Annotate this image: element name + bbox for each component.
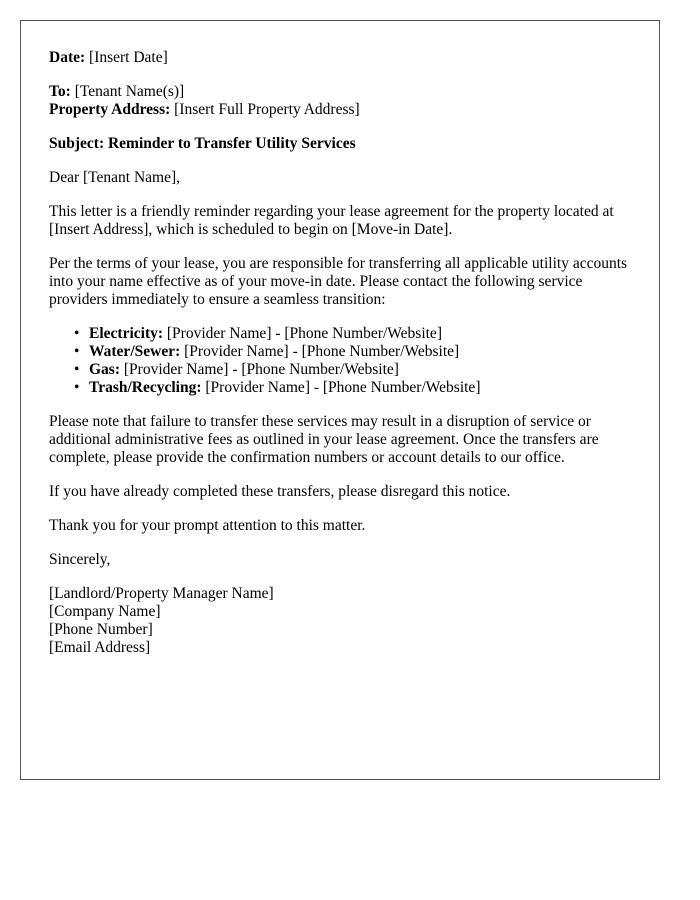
bullet-icon: • bbox=[74, 379, 80, 396]
subject-line bbox=[49, 135, 631, 153]
utility-item-electricity bbox=[74, 325, 631, 343]
signature-name: [Landlord/Property Manager Name] bbox=[49, 585, 274, 602]
utility-label: Gas: bbox=[89, 361, 120, 378]
terms-paragraph: Per the terms of your lease, you are responsible for transferring all applicable utility accounts into your name effective as of your move-in date. Please contact the following service providers immediately to ensure a seamless transition: bbox=[49, 255, 628, 308]
utility-detail: [Provider Name] - [Phone Number/Website] bbox=[180, 343, 460, 360]
bullet-icon: • bbox=[74, 361, 80, 378]
to-label: To: bbox=[49, 83, 71, 100]
recipient-block bbox=[49, 83, 631, 119]
property-address-value: [Insert Full Property Address] bbox=[174, 101, 360, 118]
utility-label: Electricity: bbox=[89, 325, 164, 342]
closing: Sincerely, bbox=[49, 551, 111, 568]
to-value: [Tenant Name(s)] bbox=[74, 83, 185, 100]
utility-detail: [Provider Name] - [Phone Number/Website] bbox=[201, 379, 481, 396]
utility-item-water-sewer bbox=[74, 343, 631, 361]
date-line bbox=[49, 49, 631, 67]
signature-email: [Email Address] bbox=[49, 639, 151, 656]
bullet-icon: • bbox=[74, 325, 80, 342]
utility-label: Trash/Recycling: bbox=[89, 379, 202, 396]
utility-label: Water/Sewer: bbox=[89, 343, 181, 360]
bullet-icon: • bbox=[74, 343, 80, 360]
signature-company: [Company Name] bbox=[49, 603, 161, 620]
intro-paragraph: This letter is a friendly reminder regarding your lease agreement for the property located at [Insert Address], which is scheduled to begin on [Move-in Date]. bbox=[49, 203, 614, 238]
utility-item-trash-recycling bbox=[74, 379, 631, 397]
utility-detail: [Provider Name] - [Phone Number/Website] bbox=[120, 361, 399, 378]
disregard-paragraph: If you have already completed these transfers, please disregard this notice. bbox=[49, 483, 511, 500]
utility-item-gas bbox=[74, 361, 631, 379]
property-address-line bbox=[49, 101, 631, 119]
utility-detail: [Provider Name] - [Phone Number/Website] bbox=[163, 325, 442, 342]
utility-list bbox=[49, 325, 631, 397]
notice-paragraph: Please note that failure to transfer these services may result in a disruption of service or additional administrative fees as outlined in your lease agreement. Once the transfers are complete, please provide the confirmation numbers or account details to our office. bbox=[49, 413, 599, 466]
subject-text: Subject: Reminder to Transfer Utility Services bbox=[49, 135, 356, 152]
salutation: Dear [Tenant Name], bbox=[49, 169, 181, 186]
date-value: [Insert Date] bbox=[89, 49, 168, 66]
signature-block bbox=[49, 585, 631, 657]
property-address-label: Property Address: bbox=[49, 101, 171, 118]
date-label: Date: bbox=[49, 49, 86, 66]
thanks-paragraph: Thank you for your prompt attention to this matter. bbox=[49, 517, 366, 534]
to-line bbox=[49, 83, 631, 101]
signature-phone: [Phone Number] bbox=[49, 621, 153, 638]
letter-page bbox=[20, 20, 660, 780]
